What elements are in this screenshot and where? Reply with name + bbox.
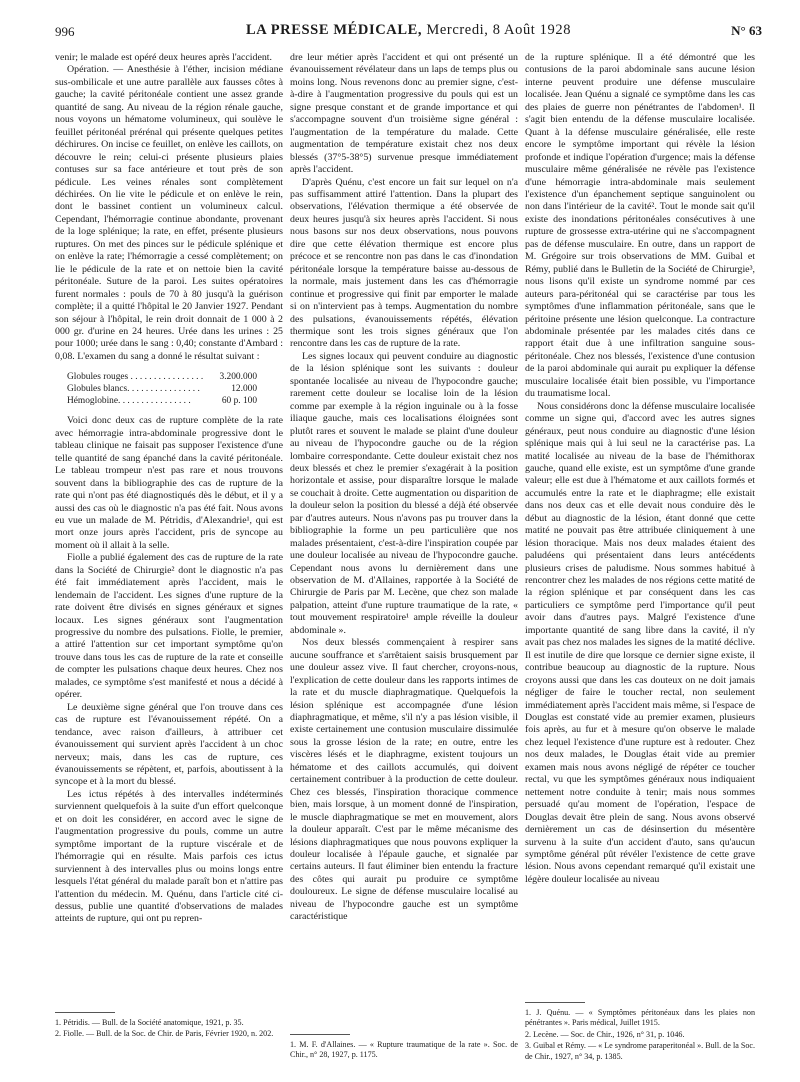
footnote: 2. Fiolle. — Bull. de la Soc. de Chir. de Paris, Février 1920, n. 202. — [55, 1029, 274, 1039]
footnotes-column-3 — [525, 1008, 755, 1063]
column-2 — [290, 52, 518, 924]
footnotes-column-2 — [290, 1040, 518, 1062]
issue-number: N° 63 — [731, 23, 762, 38]
journal-name: LA PRESSE MÉDICALE, — [245, 22, 423, 38]
blood-value: 60 p. 100 — [221, 396, 257, 407]
footnote-rule — [290, 1034, 350, 1035]
paragraph: Le deuxième signe général que l'on trouve dans ces cas de rupture est l'évanouissement répété. On a tendance, avec raison d'ailleurs, à attribuer cet évanouissement qui survient après l'accident à un choc nerveux; mais, dans les cas de rupture, ces évanouissements se répètent, et, parfois, aboutissent à la syncope et à la mort du blessé. — [55, 701, 283, 788]
blood-label: Globules rouges . . . . . . . . . . . . . . . . — [67, 372, 204, 383]
blood-row — [67, 395, 257, 407]
paragraph: dre leur métier après l'accident et qui ont présenté un évanouissement révélateur dans un laps de temps plus ou moins long. Nous revenons donc au premier signe, c'est-à-dire à l'augmentation progressive du pouls qui est un signe presque constant et de grande importance et qui s'accompagne souvent d'un troisième signe général : l'augmentation de la température du malade. Cette augmentation de température existait chez nos deux blessés (37°5-38°5) survenue presque immédiatement après l'accident. — [290, 52, 518, 176]
paragraph: Les ictus répétés à des intervalles indéterminés surviennent quelquefois à la suite d'un effort quelconque et on doit les considérer, en accord avec le signe de l'augmentation progressive du pouls, comme un autre symptôme important de la rupture viscérale et de l'hémorragie qui en résulte. Mais parfois ces ictus surviennent à des intervalles plus ou moins longs entre lesquels l'état général du malade paraît bon et n'attire pas l'attention du médecin. M. Quénu, dans l'article cité ci-dessus, publie une quantité d'observations de malades atteints de rupture, qui ont pu repren- — [55, 788, 283, 925]
footnote: 1. Pétridis. — Bull. de la Société anatomique, 1921, p. 35. — [55, 1018, 244, 1027]
paragraph-operation: Opération. — Anesthésie à l'éther, incision médiane sus-ombilicale et une autre parallèle aux fausses côtes à gauche; la cavité péritonéale contient une assez grande quantité de sang. Au niveau de la région rénale gauche, nous voyons un hématome volumineux, qui soulève le feuillet péritonéal prérénal qui présente quelques petites déchirures. On incise ce feuillet, on enlève les caillots, on découvre le rein; celui-ci présente plusieurs plaies contuses sur sa face antérieure et tout près de son pédicule. Les veines rénales sont complètement déchirées. On lie vite le pédicule et on enlève le rein, dont le bassinet contient un volumineux calcul. Cependant, l'hémorragie continue abondante, provenant de la loge splénique; la rate, en effet, présente plusieurs ruptures. On met des pinces sur le pédicule splénique et on enlève la rate; l'hémorragie a cessé complètement; on lie le pédicule de la rate et on nettoie bien la cavité péritonéale. Suture de la paroi. Les suites opératoires furent normales : pouls de 70 à 80 jusqu'à la guérison complète; il a quitté l'hôpital le 20 Janvier 1927. Pendant son séjour à l'hôpital, le rein droit donnait de 1 000 à 2 000 gr. d'urine en 24 heures. Urée dans les urines : 25 pour 1000; urée dans le sang : 0,40; constante d'Ambard : 0,08. L'examen du sang a donné le résultat suivant : — [55, 64, 283, 362]
paragraph: Voici donc deux cas de rupture complète de la rate avec hémorragie intra-abdominale progressive dont le tableau clinique ne faisait pas supposer l'existence d'une telle quantité de sang épanché dans la cavité péritonéale. Le tableau trompeur n'est pas rare et nous trouvons souvent dans la bibliographie des cas de rupture de la rate qui n'ont pas été diagnostiqués dès le début, et il y a aussi des cas où le diagnostic n'a pas été fait. Nous avons eu vue un malade de M. Pétridis, d'Alexandrie¹, qui est mort onze jours après l'accident, pris de syncope au moment où il allait à la selle. — [55, 415, 283, 551]
page-number: 996 — [55, 24, 75, 39]
issue-date: Mercredi, 8 Août 1928 — [426, 22, 572, 38]
paragraph: D'après Quénu, c'est encore un fait sur lequel on n'a pas suffisamment attiré l'attention. Dans la plupart des observations, l'élévation thermique a été observée de deux heures jusqu'à six heures après l'accident. Si nous nous basons sur nos deux observations, nous pouvons dire que cette élévation thermique est encore plus précoce et se rencontre non pas dans le cas d'inondation péritonéale lorsque la température baisse au-dessous de la normale, mais justement dans les cas d'hémorragie continue et progressive qui finit par emporter le malade si on n'intervient pas à temps. Augmentation du nombre des pulsations, évanouissements répétés, élévation thermique sont les trois signes généraux que l'on rencontre dans les cas de rupture de la rate. — [290, 176, 518, 350]
paragraph: Nos deux blessés commençaient à respirer sans aucune souffrance et s'arrêtaient saisis brusquement par une douleur assez vive. Il faut chercher, croyons-nous, l'explication de cette douleur dans les rapports intimes de la rate et du muscle diaphragmatique. Quelquefois la lésion splénique est accompagnée d'une lésion diaphragmatique, et même, s'il n'y a pas lésion visible, il existe certainement une contusion musculaire dissimulée sous la grosse lésion de la rate; en outre, entre les viscères lésés et le diaphragme, existent toujours un hématome et des caillots accumulés, qui doivent certainement contribuer à la production de cette douleur. Chez ces blessés, l'inspiration thoracique commence bien, mais lorsque, à un moment donné de l'inspiration, le muscle diaphragmatique se met en mouvement, alors la douleur apparaît. C'est par le même mécanisme des lésions diaphragmatiques que nous pouvons expliquer la douleur localisée à l'épaule gauche, et signalée par certains auteurs. Il faut éliminer bien entendu la fracture des côtes qui aurait pu produire ce symptôme douloureux. Le signe de défense musculaire localisé au niveau de l'hypocondre gauche est un symptôme caractéristique — [290, 637, 518, 923]
footnote: 1. M. F. d'Allaines. — « Rupture traumatique de la rate ». Soc. de Chir., n° 28, 1927, p. 1175. — [290, 1040, 518, 1060]
paragraph: Nous considérons donc la défense musculaire localisée comme un signe qui, d'accord avec les autres signes généraux, peut nous conduire au diagnostic d'une lésion splénique mais qui à lui seul ne la caractérise pas. La matité localisée au niveau de la base de l'hémithorax gauche, quand elle existe, est un symptôme d'une grande valeur; elle est due à l'hématome et aux caillots formés et accumulés entre la rate et le diaphragme; elle existait dans nos deux cas et elle devait nous conduire dès le début au diagnostic de la lésion, étant donné que cette matité ne pouvait pas être attribuée cliniquement à une lésion thoracique. Mais nos deux malades étaient des paludéens qui présentaient dans leurs antécédents plusieurs crises de paludisme. Nous sommes habitué à rencontrer chez les malades de nos régions cette matité de la région splénique et par conséquent dans les cas particuliers ce symptôme perd l'importance qu'il peut avoir dans d'autres pays. Malgré l'existence d'une importante quantité de sang libre dans la cavité, il n'y avait pas chez nos malades les signes de la matité déclive. Il est inutile de dire que lorsque ce dernier signe existe, il contribue beaucoup au diagnostic de la rupture. Nous croyons aussi que dans les cas douteux on ne doit jamais négliger de faire le toucher rectal, non seulement immédiatement après l'accident mais même, si l'espace de Douglas est constaté vide au premier examen, plusieurs fois après, au fur et à mesure qu'on observe le malade chez lequel l'existence d'une rupture est à redouter. Chez nos deux malades, le Douglas était vide au premier examen mais nous avons négligé de répéter ce toucher rectal, vu que les symptômes généraux nous indiquaient nettement notre conduite à tenir; mais nous sommes persuadé qu'au moment de l'opération, l'espace de Douglas devait être plein de sang. Nous avons observé dernièrement un cas de désinsertion du mésentère survenu à la suite d'un accident d'auto, sans qu'aucun symptôme général pût révéler l'existence de cette grave lésion. Nous avons cependant remarqué qu'il existait une légère douleur localisée au niveau — [525, 400, 755, 885]
column-1 — [55, 52, 283, 926]
footnote: 2. Lecène. — Soc. de Chir., 1926, n° 31, p. 1046. — [525, 1029, 685, 1039]
blood-label: Hémoglobine. . . . . . . . . . . . . . . . — [67, 396, 191, 407]
paragraph: Les signes locaux qui peuvent conduire au diagnostic de la lésion splénique sont les suivants : douleur spontanée localisée au niveau de l'hypocondre gauche; rarement cette douleur se localise loin de la lésion comme par exemple à la région inguinale ou à la fosse iliaque gauche, mais ces localisations éloignées sont plutôt rares et souvent le malade se plaint d'une douleur au niveau de l'hypocondre gauche ou de la région lombaire correspondante. Cette douleur existait chez nos deux blessés et chez le premier s'exagérait à la position horizontale et assise, pour disparaître lorsque le malade se couchait à droite. Cette augmentation ou disparition de la douleur selon la position du blessé a déjà été observée par d'autres auteurs. Nous n'avons pas pu trouver dans la bibliographie la forme un peu particulière que nos malades présentaient, c'est-à-dire l'inspiration coupée par une douleur localisée au niveau de l'hypocondre gauche. Cependant nous avons lu dernièrement dans une observation de M. d'Allaines, rapportée à la Société de Chirurgie de Paris par M. Lecène, que chez son malade palpation, atteint d'une rupture traumatique de la rate, « tout mouvement respiratoire¹ ample réveille la douleur abdominale ». — [290, 350, 518, 636]
blood-row — [67, 371, 257, 383]
running-title — [55, 22, 762, 39]
paragraph: de la rupture splénique. Il a été démontré que les contusions de la paroi abdominale sans aucune lésion interne peuvent produire une défense musculaire localisée. Jean Quénu a signalé ce symptôme dans les cas des plaies de guerre non pénétrantes de l'abdomen¹. Il s'agit bien entendu de la défense musculaire localisée. Quant à la défense musculaire généralisée, elle reste encore le symptôme important qui révèle la lésion profonde et indique l'opération d'urgence; mais la défense musculaire même généralisée ne révèle pas l'existence d'une hémorragie intra-abdominale mais seulement l'existence d'un épanchement septique sanguinolent ou non dans l'intérieur de la cavité². Tout le monde sait qu'il existe des inondations péritonéales consécutives à une rupture de grossesse extra-utérine qui ne s'accompagnent pas de défense musculaire. En outre, dans un rapport de M. Grégoire sur trois observations de MM. Guibal et Rémy, publié dans le Bulletin de la Société de Chirurgie³, nous lisons qu'il existe un syndrome nommé par ces auteurs para-péritonéal qui se caractérise par tous les symptômes d'une inflammation péritonéale, sans que le péritoine présente une lésion quelconque. La contracture abdominale présentée par les malades cités dans ce rapport était due à une infiltration sanguine sous-péritonéale. Chez nos blessés, l'existence d'une contusion de la paroi abdominale qui aurait pu expliquer la défense musculaire localisée était bien possible, vu l'importance du traumatisme local. — [525, 52, 755, 400]
footnote: 1. J. Quénu. — « Symptômes péritonéaux dans les plaies non pénétrantes ». Paris médical, Juillet 1915. — [525, 1008, 755, 1028]
page-header — [55, 22, 762, 42]
blood-value: 3.200.000 — [219, 372, 257, 383]
footnote-rule — [525, 1002, 585, 1003]
blood-label: Globules blancs. . . . . . . . . . . . . . . . — [67, 384, 200, 395]
paragraph: Fiolle a publié également des cas de rupture de la rate dans la Société de Chirurgie² dont le diagnostic n'a pas été fait immédiatement après l'accident, mais le lendemain de l'accident. Les signes d'une rupture de la rate doivent être divisés en signes généraux et signes locaux. Les signes généraux sont l'augmentation progressive du nombre des pulsations. Fiolle, le premier, a attiré l'attention sur cet important symptôme qu'on trouve dans tous les cas de rupture de la rate et conseille de compter les pulsations chaque deux heures. Chez nos malades, ce symptôme s'est manifesté et nous a décidé à opérer. — [55, 552, 283, 701]
blood-value: 12.000 — [231, 384, 257, 395]
footnotes-column-1 — [55, 1018, 283, 1041]
paragraph: venir; le malade est opéré deux heures après l'accident. — [55, 52, 273, 63]
blood-results-table — [67, 371, 257, 407]
footnote-rule — [55, 1012, 115, 1013]
blood-row — [67, 383, 257, 395]
column-3 — [525, 52, 755, 886]
footnote: 3. Guibal et Rémy. — « Le syndrome paraperitonéal ». Bull. de la Soc. de Chir., 1927, n° 34, p. 1385. — [525, 1041, 755, 1061]
